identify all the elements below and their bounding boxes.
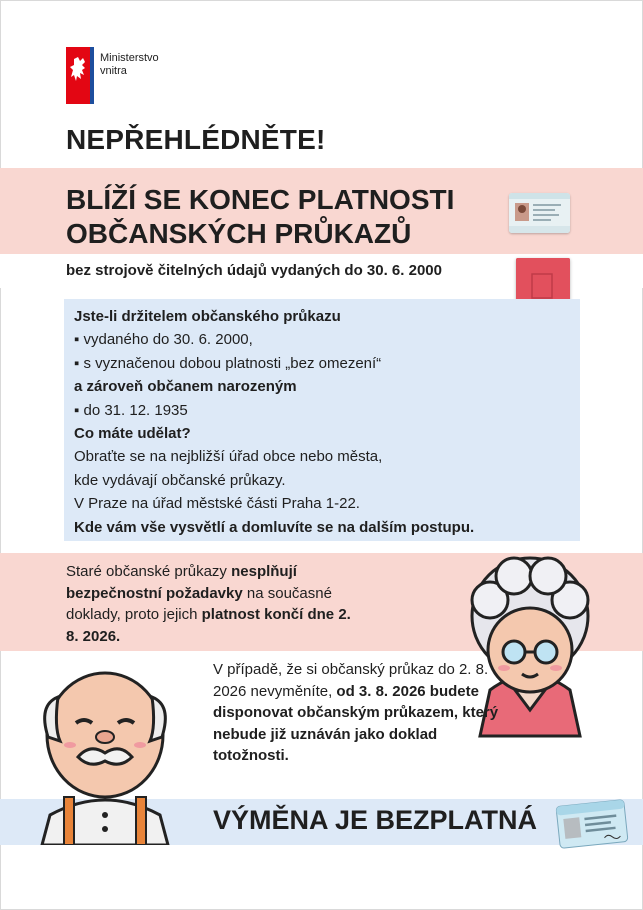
info-line: Kde vám vše vysvětlí a domluvíte se na dalším postupu. bbox=[74, 518, 475, 536]
logo-line-1: Ministerstvo bbox=[100, 52, 159, 64]
info-line: Obraťte se na nejbližší úřad obce nebo města, bbox=[74, 448, 383, 466]
warning-text bbox=[66, 561, 366, 647]
subtitle: bez strojově čitelných údajů vydaných do 30. 6. 2000 bbox=[66, 262, 442, 279]
info-line: V Praze na úřad městské části Praha 1-22. bbox=[74, 495, 360, 513]
warning-part: nesplňují bezpečnostní požadavky bbox=[66, 563, 297, 602]
warning-part: na současné doklady, proto jejich bbox=[66, 584, 332, 623]
info-text bbox=[74, 305, 474, 539]
ministry-logo-text bbox=[100, 52, 159, 78]
new-id-card-icon bbox=[555, 797, 629, 851]
case-text bbox=[213, 659, 513, 767]
info-line: ▪ vydaného do 30. 6. 2000, bbox=[74, 331, 253, 349]
logo-blue-stripe bbox=[90, 47, 94, 104]
warning-part: Staré občanské průkazy bbox=[66, 563, 232, 580]
info-line: Jste-li držitelem občanského průkazu bbox=[74, 308, 341, 325]
headline: NEPŘEHLÉDNĚTE! bbox=[66, 124, 326, 155]
main-title-line-2: OBČANSKÝCH PRŮKAZŮ bbox=[66, 218, 412, 249]
info-line: kde vydávají občanské průkazy. bbox=[74, 471, 286, 489]
info-line: ▪ s vyznačenou dobou platnosti „bez omezení“ bbox=[74, 354, 382, 372]
warning-part: platnost končí dne 2. 8. 2026. bbox=[66, 606, 351, 645]
main-title bbox=[66, 183, 454, 251]
logo-line-2: vnitra bbox=[100, 65, 127, 77]
info-line: ▪ do 31. 12. 1935 bbox=[74, 401, 188, 419]
grandfather-illustration bbox=[20, 665, 190, 845]
main-title-line-1: BLÍŽÍ SE KONEC PLATNOSTI bbox=[66, 184, 455, 215]
free-exchange-text: VÝMĚNA JE BEZPLATNÁ bbox=[213, 805, 538, 835]
lion-emblem-icon bbox=[68, 55, 92, 85]
info-line: a zároveň občanem narozeným bbox=[74, 378, 297, 396]
id-card-icon bbox=[509, 193, 570, 233]
ministry-logo-mark bbox=[66, 47, 94, 104]
case-part: od 3. 8. 2026 budete disponovat občanským průkazem, který nebude již uznáván jako doklad totožnosti. bbox=[213, 682, 499, 764]
modern-id-card-image bbox=[509, 193, 570, 233]
case-part: V případě, že si občanský průkaz do 2. 8. 2026 nevyměníte, bbox=[213, 661, 489, 700]
info-line: Co máte udělat? bbox=[74, 425, 191, 443]
